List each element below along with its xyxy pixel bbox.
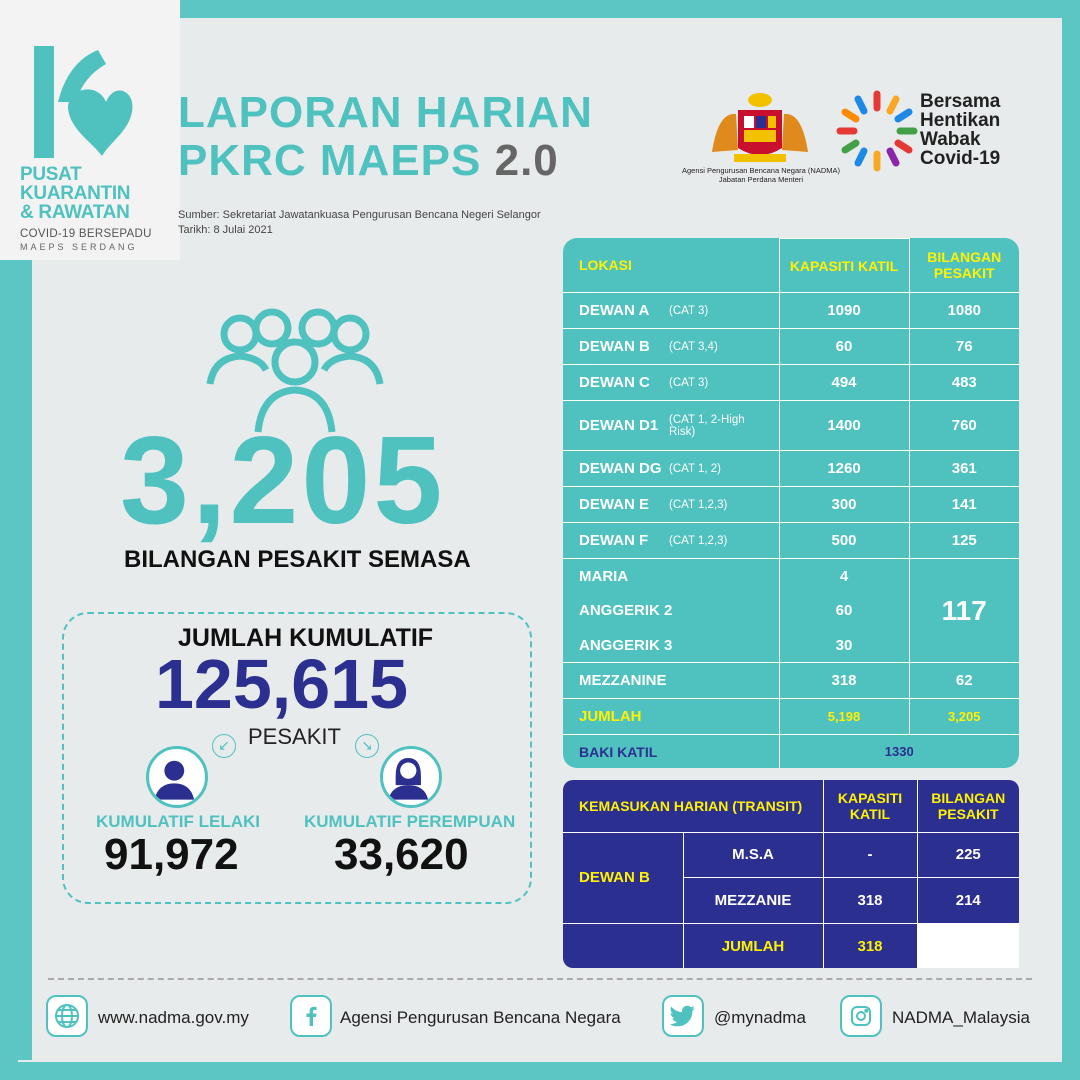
transit-total-blank [563, 924, 683, 969]
cumulative-total: 125,615 [155, 645, 409, 723]
row-name: DEWAN A [563, 293, 669, 329]
row-name: DEWAN F [563, 523, 669, 559]
agency-name [676, 166, 846, 184]
row-name: MEZZANINE [563, 663, 779, 699]
row-bilangan: 62 [909, 663, 1019, 699]
merged-bilangan: 117 [909, 559, 1019, 663]
campaign-slogan [920, 92, 1000, 168]
footer-divider [48, 978, 1032, 980]
logo-line2: KUARANTIN [20, 183, 131, 204]
instagram-link[interactable]: NADMA_Malaysia [892, 1008, 1030, 1027]
row-name: ANGGERIK 2 [563, 594, 779, 628]
baki-value: 1330 [779, 735, 1019, 768]
row-name: ANGGERIK 3 [563, 628, 779, 663]
header-lokasi: LOKASI [563, 239, 779, 293]
cumulative-title: JUMLAH KUMULATIF [178, 624, 434, 652]
logo-location: MAEPS SERDANG [20, 242, 138, 252]
coat-of-arms-icon [708, 92, 812, 164]
transit-total-row [563, 924, 1019, 969]
row-cat: (CAT 3) [669, 293, 779, 329]
row-cat: (CAT 1, 2) [669, 451, 779, 487]
transit-header-title: KEMASUKAN HARIAN (TRANSIT) [563, 780, 823, 832]
title-main: PKRC MAEPS [178, 136, 495, 185]
facebook-link[interactable]: Agensi Pengurusan Bencana Negara [340, 1008, 621, 1027]
total-bilangan: 3,205 [909, 699, 1019, 735]
row-kapasiti: 60 [779, 329, 909, 365]
row-kapasiti: 500 [779, 523, 909, 559]
table-row [563, 523, 1019, 559]
location-table [563, 238, 1019, 768]
row-kapasiti: 1090 [779, 293, 909, 329]
male-count: 91,972 [104, 830, 239, 879]
header-bilangan: BILANGAN PESAKIT [909, 239, 1019, 293]
transit-total-label: JUMLAH [683, 924, 823, 969]
logo-line1: PUSAT [20, 164, 82, 185]
transit-header-bilangan: BILANGAN PESAKIT [917, 780, 1019, 832]
row-bilangan: 760 [909, 401, 1019, 451]
twitter-link[interactable]: @mynadma [714, 1008, 806, 1027]
row-kapasiti: 318 [779, 663, 909, 699]
slogan-line4: Covid-19 [920, 148, 1001, 169]
table-row [563, 487, 1019, 523]
row-name: MARIA [563, 559, 779, 594]
transit-row-kapasiti: 318 [823, 878, 917, 924]
slogan-line2: Hentikan [920, 110, 1001, 131]
logo-line3: & RAWATAN [20, 202, 130, 223]
current-patients-label: BILANGAN PESAKIT SEMASA [124, 546, 471, 573]
row-name: DEWAN DG [563, 451, 669, 487]
transit-dewan: DEWAN B [563, 832, 683, 924]
row-kapasiti: 494 [779, 365, 909, 401]
date-text: Tarikh: 8 Julai 2021 [178, 224, 273, 236]
website-link[interactable]: www.nadma.gov.my [98, 1008, 249, 1027]
row-kapasiti: 4 [779, 559, 909, 594]
row-bilangan: 361 [909, 451, 1019, 487]
instagram-icon[interactable] [840, 995, 882, 1037]
baki-row [563, 735, 1019, 768]
baki-label: BAKI KATIL [563, 735, 779, 768]
slogan-line1: Bersama [920, 91, 1001, 112]
total-row [563, 699, 1019, 735]
table-row [563, 365, 1019, 401]
facebook-icon[interactable] [290, 995, 332, 1037]
table-row [563, 451, 1019, 487]
source-text: Sumber: Sekretariat Jawatankuasa Pengurusan Bencana Negeri Selangor [178, 209, 541, 221]
table-row [563, 401, 1019, 451]
row-cat: (CAT 3,4) [669, 329, 779, 365]
covid-campaign-icon [836, 90, 918, 172]
row-name: DEWAN C [563, 365, 669, 401]
transit-row [563, 832, 1019, 878]
table-row [563, 663, 1019, 699]
transit-total-kapasiti: 318 [823, 924, 917, 969]
transit-table [563, 780, 1019, 968]
row-bilangan: 141 [909, 487, 1019, 523]
male-label: KUMULATIF LELAKI [96, 812, 260, 831]
row-name: DEWAN E [563, 487, 669, 523]
transit-row-name: M.S.A [683, 832, 823, 878]
female-avatar-icon [380, 746, 442, 808]
pkrc-logo [0, 0, 180, 260]
female-label: KUMULATIF PEREMPUAN [304, 812, 516, 831]
page-title-line1: LAPORAN HARIAN [178, 88, 593, 137]
table-row [563, 329, 1019, 365]
transit-row-name: MEZZANIE [683, 878, 823, 924]
row-cat: (CAT 3) [669, 365, 779, 401]
transit-row-bilangan: 214 [917, 878, 1019, 924]
globe-icon[interactable] [46, 995, 88, 1037]
transit-row-kapasiti: - [823, 832, 917, 878]
transit-header [563, 780, 1019, 832]
title-version: 2.0 [494, 136, 559, 185]
row-bilangan: 483 [909, 365, 1019, 401]
total-kapasiti: 5,198 [779, 699, 909, 735]
male-avatar-icon [146, 746, 208, 808]
table-row [563, 293, 1019, 329]
row-kapasiti: 30 [779, 628, 909, 663]
transit-header-kapasiti: KAPASITI KATIL [823, 780, 917, 832]
header-kapasiti: KAPASITI KATIL [779, 239, 909, 293]
row-name: DEWAN D1 [563, 401, 669, 451]
agency-line2: Jabatan Perdana Menteri [718, 175, 804, 184]
arrow-down-right-icon: ↘ [355, 734, 379, 758]
row-kapasiti: 1400 [779, 401, 909, 451]
pkrc-k-heart-icon [28, 42, 138, 162]
table-header [563, 239, 1019, 293]
total-label: JUMLAH [563, 699, 779, 735]
left-accent-bar [18, 260, 32, 1060]
page-title-line2 [178, 136, 559, 186]
transit-row-bilangan: 225 [917, 832, 1019, 878]
row-cat: (CAT 1,2,3) [669, 523, 779, 559]
row-bilangan: 1080 [909, 293, 1019, 329]
female-count: 33,620 [334, 830, 469, 879]
twitter-icon[interactable] [662, 995, 704, 1037]
row-cat: (CAT 1, 2-High Risk) [669, 401, 779, 451]
row-kapasiti: 300 [779, 487, 909, 523]
table-row [563, 559, 1019, 594]
row-kapasiti: 1260 [779, 451, 909, 487]
cumulative-unit: PESAKIT [248, 724, 341, 749]
slogan-line3: Wabak [920, 129, 981, 150]
row-name: DEWAN B [563, 329, 669, 365]
row-bilangan: 125 [909, 523, 1019, 559]
row-cat: (CAT 1,2,3) [669, 487, 779, 523]
logo-subtitle: COVID-19 BERSEPADU [20, 228, 152, 240]
row-bilangan: 76 [909, 329, 1019, 365]
agency-line1: Agensi Pengurusan Bencana Negara (NADMA) [681, 166, 840, 175]
source-info [178, 208, 541, 238]
logo-text [20, 165, 130, 222]
row-kapasiti: 60 [779, 594, 909, 628]
transit-total-bilangan [917, 924, 1019, 969]
arrow-down-left-icon: ↙ [212, 734, 236, 758]
current-patients-count: 3,205 [120, 412, 446, 550]
